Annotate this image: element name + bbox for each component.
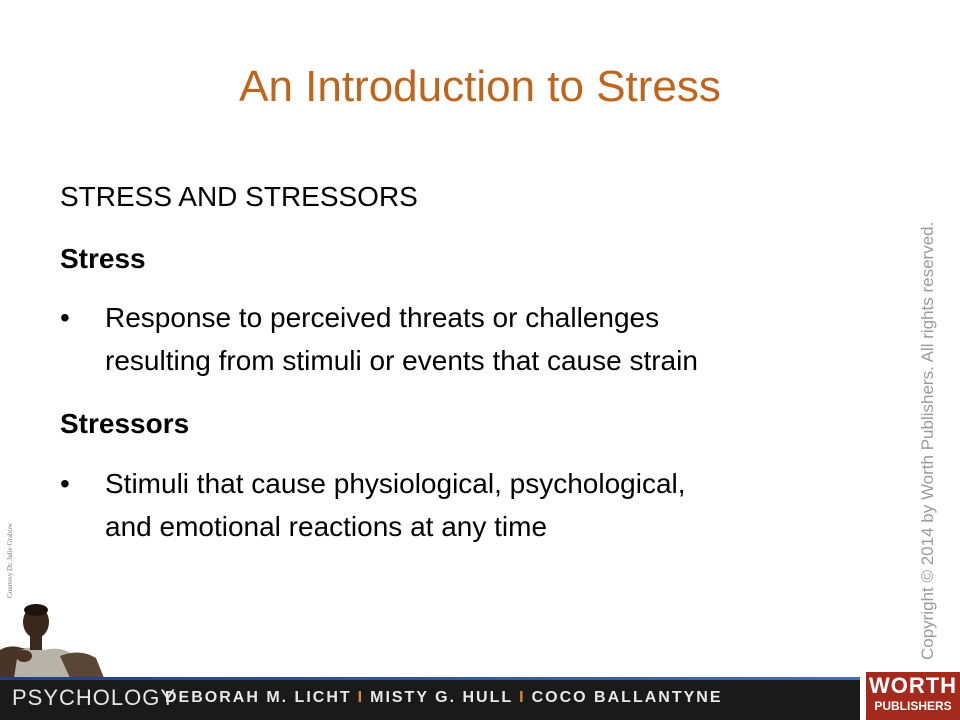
- term-stressors: Stressors: [60, 408, 190, 439]
- author-name: MISTY G. HULL: [370, 689, 514, 706]
- definition-line: and emotional reactions at any time: [105, 511, 548, 542]
- section-heading: STRESS AND STRESSORS: [60, 181, 418, 212]
- term-stress: Stress: [60, 243, 146, 274]
- bullet-icon: •: [60, 468, 70, 499]
- definition-line: Stimuli that cause physiological, psychological,: [105, 468, 686, 499]
- author-separator: I: [357, 689, 365, 706]
- person-photo: [0, 598, 120, 678]
- definition-stressors: [60, 462, 890, 548]
- publisher-logo-line1: WORTH: [868, 673, 958, 698]
- copyright-notice: Copyright © 2014 by Worth Publishers. All rights reserved.: [918, 221, 937, 660]
- definition-line: Response to perceived threats or challenges: [105, 302, 660, 333]
- definition-line: resulting from stimuli or events that cause strain: [105, 345, 698, 376]
- publisher-logo-line2: PUBLISHERS: [874, 699, 952, 713]
- author-separator: I: [519, 689, 526, 706]
- publisher-logo: [866, 672, 960, 720]
- footer-brand: PSYCHOLOGY: [12, 685, 177, 710]
- author-name: DEBORAH M. LICHT: [165, 689, 352, 706]
- footer-authors: [165, 689, 723, 707]
- author-name: COCO BALLANTYNE: [531, 689, 723, 706]
- slide-title: An Introduction to Stress: [239, 62, 721, 111]
- definition-stress: [60, 296, 890, 382]
- bullet-icon: •: [60, 302, 70, 333]
- photo-credit: Courtesy Dr. Julie Grabow: [6, 522, 14, 598]
